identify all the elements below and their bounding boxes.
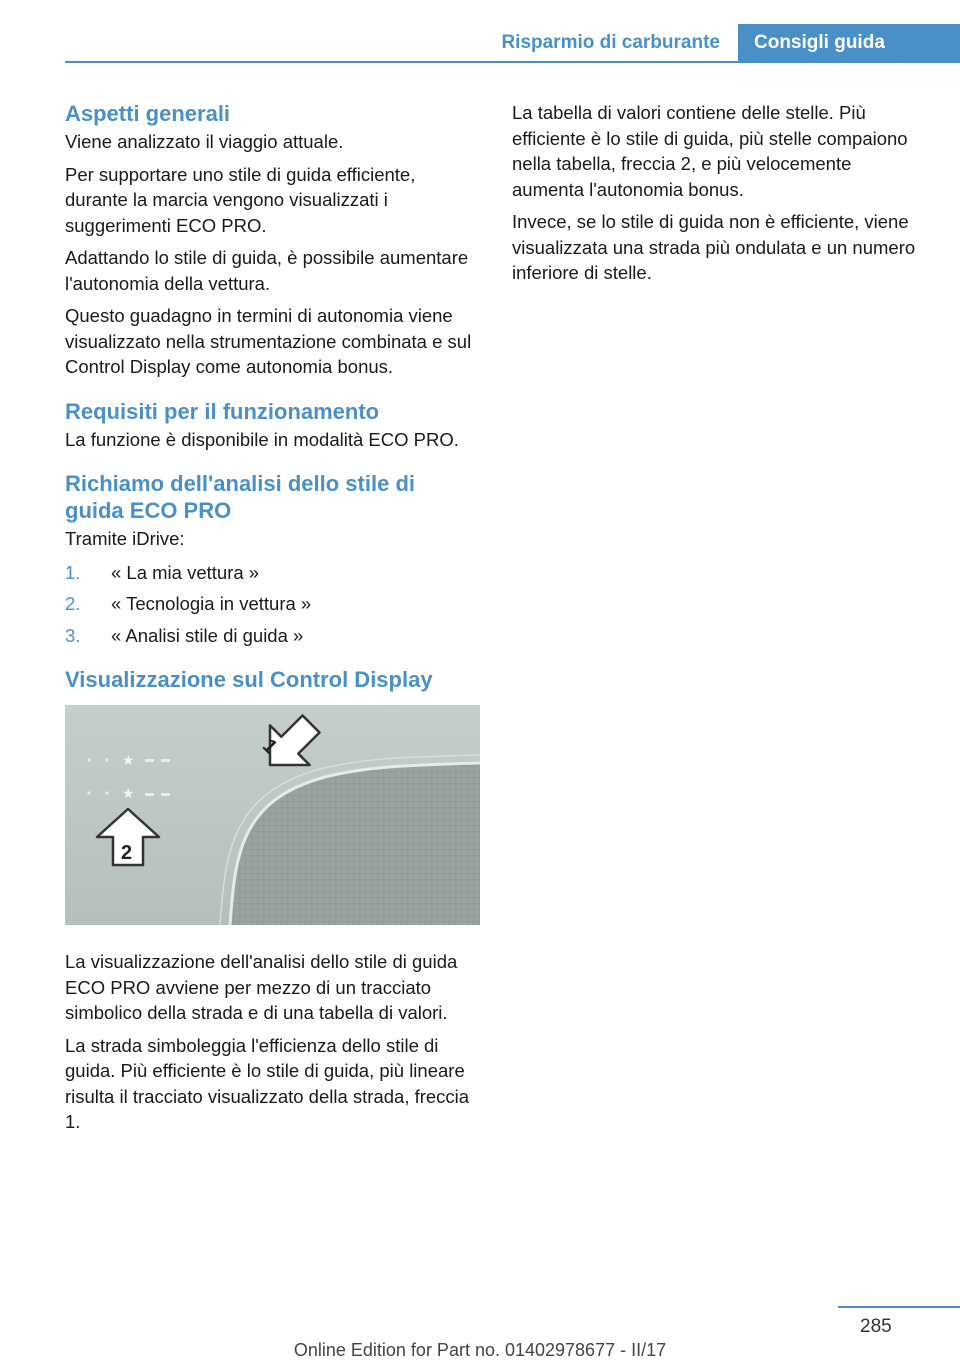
dot-icon [87, 791, 90, 794]
paragraph: La visualizzazione dell'analisi dello stile di guida ECO PRO avviene per mezzo di un tracciato simbolico della strada e di una tabella di valori. [65, 951, 458, 1023]
arrow-1-label: 1 [257, 734, 282, 759]
header-section-title: Risparmio di carburante [501, 32, 720, 53]
step-number: 1. [65, 561, 81, 583]
dash-icon [145, 793, 154, 796]
section-title: Richiamo dell'analisi dello stile di guida ECO PRO [65, 471, 415, 523]
section-title: Visualizzazione sul Control Display [65, 667, 433, 692]
page-number: 285 [860, 1316, 892, 1337]
dash-icon [161, 759, 170, 762]
header-chapter-tab: Consigli guida [738, 24, 960, 63]
footer-rule [838, 1306, 960, 1308]
steps-list [65, 560, 477, 649]
step-text: « Tecnologia in vettura » [111, 593, 312, 614]
paragraph: Questo guadagno in termini di autonomia viene visualizzato nella strumentazione combinata e sul Control Display come autonomia bonus. [65, 305, 472, 377]
dot-icon [87, 758, 90, 761]
list-item [65, 623, 477, 649]
dash-icon [161, 793, 170, 796]
paragraph: Viene analizzato il viaggio attuale. [65, 131, 344, 152]
paragraph: Tramite iDrive: [65, 528, 185, 549]
paragraph: Invece, se lo stile di guida non è efficiente, viene visualizzata una strada più ondulata e un numero inferiore di stelle. [512, 211, 916, 283]
edition-note: Online Edition for Part no. 01402978677 - II/17 [293, 1340, 667, 1360]
paragraph: Per supportare uno stile di guida efficiente, durante la marcia vengono visualizzati i suggerimenti ECO PRO. [65, 163, 416, 236]
paragraph: La strada simboleggia l'efficienza dello stile di guida. Più efficiente è lo stile di guida, più lineare risulta il tracciato visualizzato della strada, freccia 1. [65, 1034, 470, 1132]
step-text: « La mia vettura » [111, 561, 260, 583]
section-title: Requisiti per il funzionamento [65, 398, 380, 424]
dot-icon [105, 758, 108, 761]
dash-icon [145, 759, 154, 762]
step-text: « Analisi stile di guida » [111, 624, 304, 646]
list-item [65, 591, 477, 617]
step-number: 2. [65, 593, 81, 614]
control-display-figure [65, 705, 480, 925]
paragraph: La tabella di valori contiene delle stelle. Più efficiente è lo stile di guida, più stelle compaiono nella tabella, freccia 2, e più velocemente aumenta l'autonomia bonus. [512, 102, 908, 200]
step-number: 3. [65, 624, 81, 646]
section-requirements [65, 398, 477, 453]
page-header [0, 0, 960, 64]
header-rule [65, 61, 960, 63]
star-icon: ★ [122, 786, 135, 802]
dot-icon [105, 791, 108, 794]
arrow-2-label: 2 [121, 842, 133, 864]
section-title: Aspetti generali [65, 101, 231, 126]
right-column [512, 100, 924, 293]
paragraph: Adattando lo stile di guida, è possibile aumentare l'autonomia della vettura. [65, 247, 469, 294]
star-icon: ★ [122, 753, 135, 769]
paragraph: La funzione è disponibile in modalità ECO PRO. [65, 428, 459, 450]
section-display [65, 666, 477, 1135]
left-column [65, 100, 477, 1142]
section-recall [65, 470, 477, 648]
list-item [65, 560, 477, 586]
section-general [65, 100, 477, 380]
